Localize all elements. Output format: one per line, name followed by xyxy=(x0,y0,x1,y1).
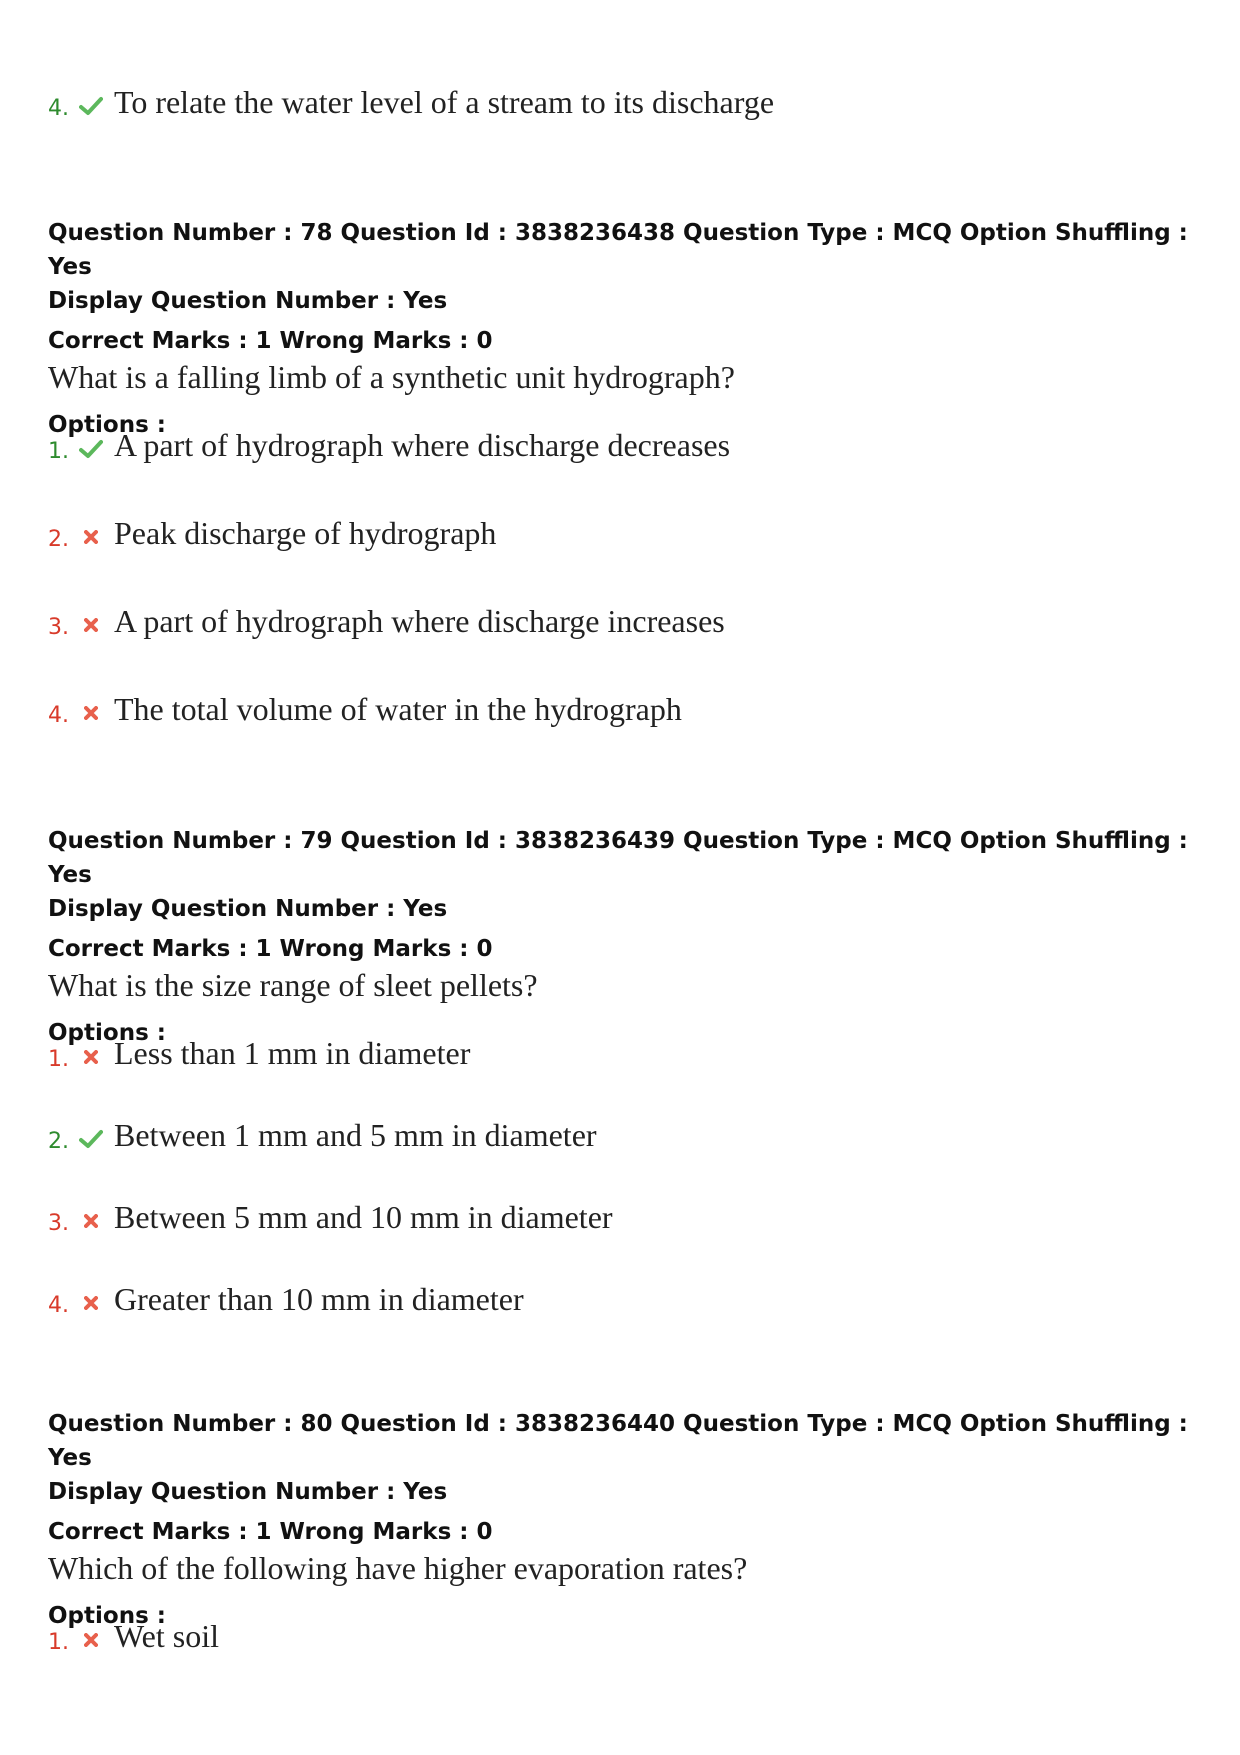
option-row xyxy=(48,1616,219,1656)
option-text: The total volume of water in the hydrograph xyxy=(114,690,682,727)
marks-info: Correct Marks : 1 Wrong Marks : 0 xyxy=(48,328,493,354)
option-number: 3. xyxy=(48,1210,69,1236)
option-text: A part of hydrograph where discharge increases xyxy=(114,602,725,639)
option-text: To relate the water level of a stream to its discharge xyxy=(114,83,775,120)
cross-icon xyxy=(76,1625,106,1655)
option-number: 1. xyxy=(48,438,69,464)
cross-icon xyxy=(76,1042,106,1072)
option-row xyxy=(48,513,496,553)
option-row xyxy=(48,1279,524,1319)
option-number: 4. xyxy=(48,95,69,121)
option-row xyxy=(48,82,774,122)
question-text: What is the size range of sleet pellets? xyxy=(48,967,538,1003)
option-row xyxy=(48,601,725,641)
cross-icon xyxy=(76,698,106,728)
option-row xyxy=(48,425,730,465)
option-row xyxy=(48,1197,613,1237)
options-label: Options : xyxy=(48,1603,166,1629)
display-question-number: Display Question Number : Yes xyxy=(48,1479,448,1505)
option-number: 2. xyxy=(48,1128,69,1154)
option-text: Peak discharge of hydrograph xyxy=(114,514,497,551)
option-row xyxy=(48,1033,470,1073)
option-row xyxy=(48,1115,597,1155)
options-label: Options : xyxy=(48,1020,166,1046)
cross-icon xyxy=(76,1206,106,1236)
check-icon xyxy=(76,1124,106,1154)
option-number: 4. xyxy=(48,1292,69,1318)
option-text: Less than 1 mm in diameter xyxy=(114,1034,471,1071)
question-block xyxy=(48,1407,1198,1633)
question-meta: Question Number : 79 Question Id : 3838236439 Question Type : MCQ Option Shuffling : Yes xyxy=(48,828,1188,888)
question-text: Which of the following have higher evaporation rates? xyxy=(48,1550,748,1586)
option-number: 4. xyxy=(48,702,69,728)
option-row xyxy=(48,689,682,729)
question-meta: Question Number : 80 Question Id : 3838236440 Question Type : MCQ Option Shuffling : Yes xyxy=(48,1411,1188,1471)
option-number: 2. xyxy=(48,526,69,552)
option-text: Between 5 mm and 10 mm in diameter xyxy=(114,1198,613,1235)
display-question-number: Display Question Number : Yes xyxy=(48,896,448,922)
question-block xyxy=(48,824,1198,1050)
check-icon xyxy=(76,434,106,464)
cross-icon xyxy=(76,522,106,552)
option-number: 1. xyxy=(48,1629,69,1655)
option-number: 1. xyxy=(48,1046,69,1072)
option-text: A part of hydrograph where discharge decreases xyxy=(114,426,731,463)
marks-info: Correct Marks : 1 Wrong Marks : 0 xyxy=(48,936,493,962)
display-question-number: Display Question Number : Yes xyxy=(48,288,448,314)
option-text: Greater than 10 mm in diameter xyxy=(114,1280,524,1317)
options-label: Options : xyxy=(48,412,166,438)
question-text: What is a falling limb of a synthetic unit hydrograph? xyxy=(48,359,735,395)
option-text: Wet soil xyxy=(114,1617,219,1654)
cross-icon xyxy=(76,610,106,640)
marks-info: Correct Marks : 1 Wrong Marks : 0 xyxy=(48,1519,493,1545)
check-icon xyxy=(76,91,106,121)
cross-icon xyxy=(76,1288,106,1318)
question-meta: Question Number : 78 Question Id : 3838236438 Question Type : MCQ Option Shuffling : Yes xyxy=(48,220,1188,280)
option-number: 3. xyxy=(48,614,69,640)
option-text: Between 1 mm and 5 mm in diameter xyxy=(114,1116,597,1153)
question-block xyxy=(48,216,1198,442)
